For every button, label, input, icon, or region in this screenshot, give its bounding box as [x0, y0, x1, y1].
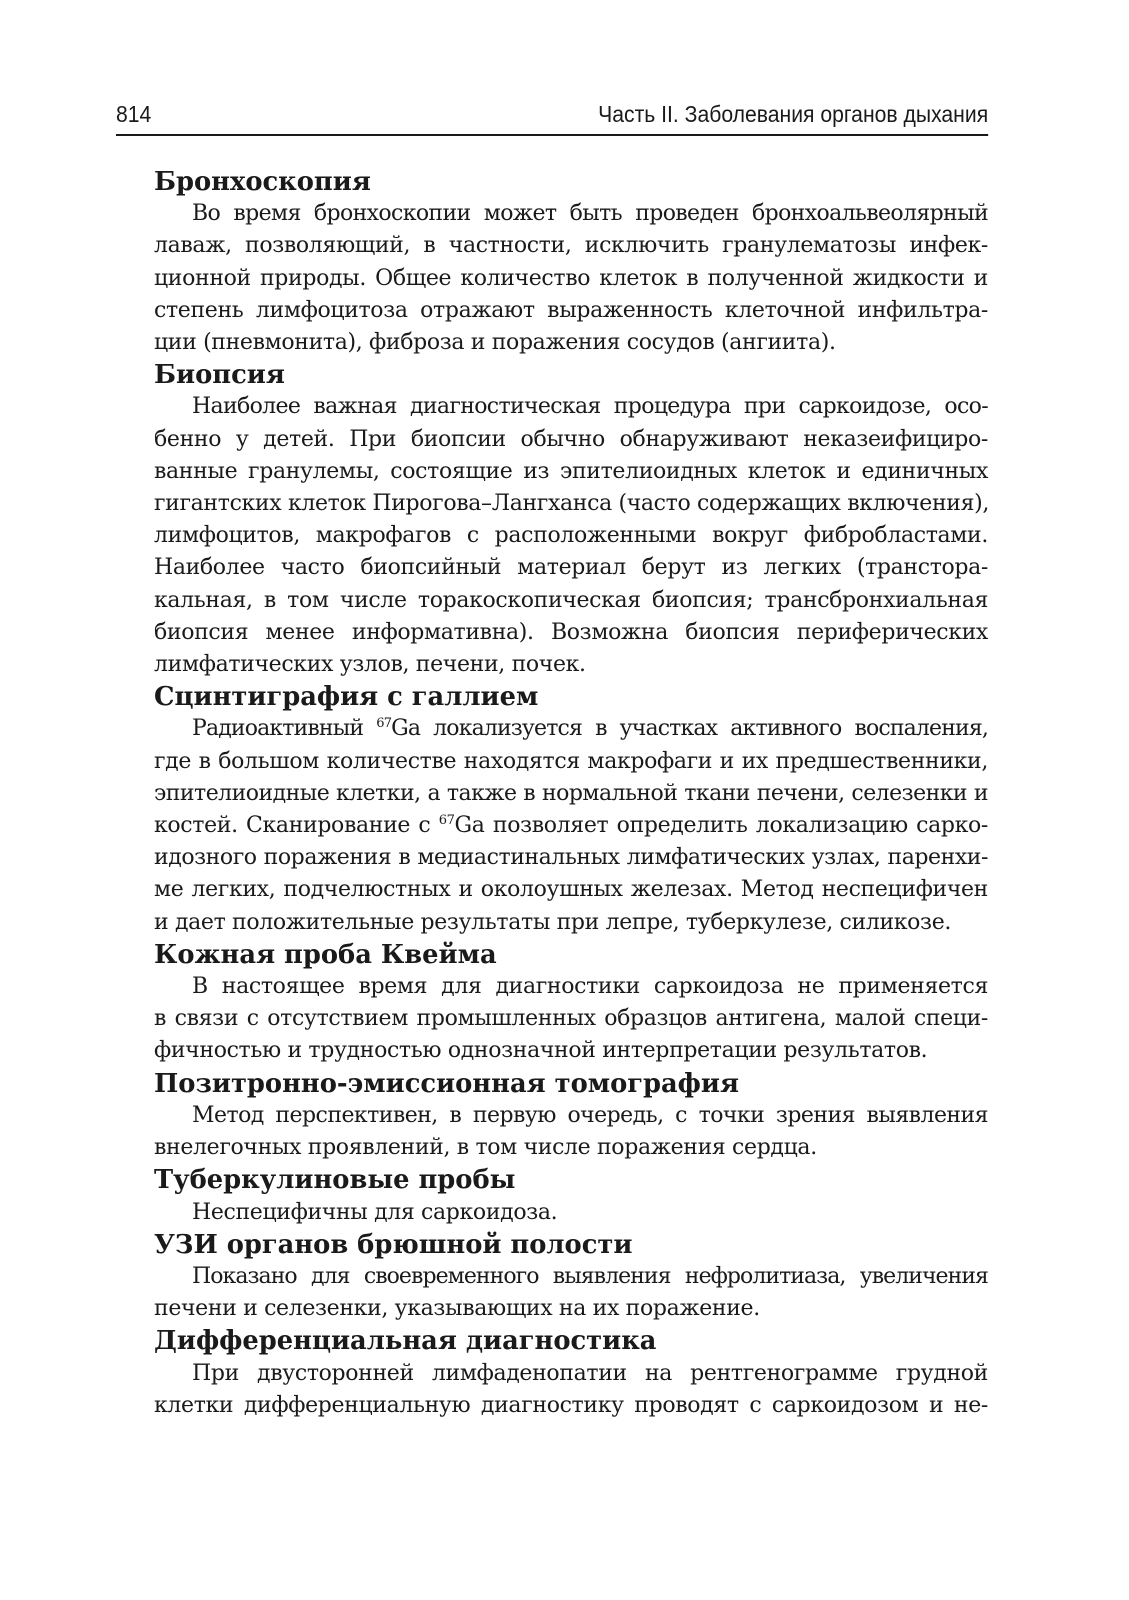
text-line: В настоящее время для диагностики саркоидоза не применяется	[192, 974, 988, 1000]
text-run: эпителиоидные клетки, а также в нормальной ткани печени, селезенки и	[154, 780, 988, 806]
section-title: УЗИ органов брюшной полости	[154, 1229, 633, 1260]
section-title: Туберкулиновые пробы	[154, 1165, 516, 1196]
text-line	[116, 907, 988, 939]
text-line: в связи с отсутствием промышленных образцов антигена, малой специ-	[154, 1006, 988, 1032]
running-head	[116, 100, 988, 136]
text-line: печени и селезенки, указывающих на их поражение.	[154, 1296, 760, 1322]
text-line: Неспецифичны для саркоидоза.	[192, 1199, 558, 1225]
text-run: Радиоактивный	[192, 716, 377, 742]
text-line: Наиболее важная диагностическая процедура при саркоидозе, осо-	[192, 394, 988, 420]
text-line: степень лимфоцитоза отражают выраженность клеточной инфильтра-	[154, 297, 988, 323]
text-line	[116, 778, 988, 810]
section-title: Дифференциальная диагностика	[154, 1326, 657, 1357]
text-line: бенно у детей. При биопсии обычно обнаруживают неказеифициро-	[154, 426, 988, 452]
section-title: Бронхоскопия	[154, 167, 371, 197]
section-title: Сцинтиграфия с галлием	[154, 682, 539, 713]
isotope-superscript: 67	[438, 813, 455, 829]
text-line: внелегочных проявлений, в том числе поражения сердца.	[154, 1135, 817, 1161]
text-line: клетки дифференциальную диагностику проводят с саркоидозом и не-	[154, 1392, 988, 1418]
running-title: Часть II. Заболевания органов дыхания	[598, 101, 989, 127]
text-line: Во время бронхоскопии может быть проведен бронхоальвеолярный	[192, 201, 988, 227]
text-line: При двусторонней лимфаденопатии на рентгенограмме грудной	[192, 1360, 988, 1386]
section-title: Биопсия	[154, 360, 285, 391]
text-line: фичностью и трудностью однозначной интерпретации результатов.	[154, 1038, 928, 1064]
section-title: Позитронно-эмиссионная томография	[154, 1068, 739, 1099]
text-line	[116, 874, 988, 906]
section-title: Кожная проба Квейма	[154, 939, 497, 970]
paragraph	[116, 1358, 988, 1422]
paragraph	[116, 1197, 988, 1229]
paragraph	[116, 1100, 988, 1164]
text-line	[116, 713, 988, 745]
text-line: Показано для своевременного выявления нефролитиаза, увеличения	[192, 1263, 988, 1289]
text-line	[116, 810, 988, 842]
text-line: лаваж, позволяющий, в частности, исключить гранулематозы инфек-	[154, 233, 988, 259]
text-line: лимфатических узлов, печени, почек.	[154, 652, 586, 678]
text-line: лимфоцитов, макрофагов с расположенными вокруг фибробластами.	[154, 523, 988, 549]
text-run: и дает положительные результаты при лепре, туберкулезе, силикозе.	[154, 909, 952, 935]
text-line: кальная, в том числе торакоскопическая биопсия; трансбронхиальная	[154, 587, 988, 613]
text-line	[116, 842, 988, 874]
text-run: Ga позволяет определить локализацию сарко-	[454, 813, 988, 839]
text-line: биопсия менее информативна). Возможна биопсия периферических	[154, 619, 988, 645]
text-line: Наиболее часто биопсийный материал берут из легких (трансторa-	[154, 555, 988, 581]
text-line: гигантских клеток Пирогова–Лангханса (часто содержащих включения),	[154, 491, 990, 517]
text-run: Ga локализуется в участках активного воспаления,	[391, 716, 988, 742]
text-line: ции (пневмонита), фиброза и поражения сосудов (ангиита).	[154, 330, 836, 356]
text-line: Метод перспективен, в первую очередь, с точки зрения выявления	[192, 1102, 988, 1128]
paragraph	[116, 1261, 988, 1325]
text-line	[116, 746, 988, 778]
page-number: 814	[116, 101, 152, 127]
isotope-superscript: 67	[376, 716, 392, 732]
paragraph	[116, 391, 988, 681]
text-run: ме легких, подчелюстных и околоушных железах. Метод неспецифичен	[154, 877, 988, 903]
text-line: ционной природы. Общее количество клеток в полученной жидкости и	[154, 265, 988, 291]
text-run: идозного поражения в медиастинальных лимфатических узлах, паренхи-	[154, 845, 988, 871]
paragraph	[116, 198, 988, 359]
text-run: где в большом количестве находятся макрофаги и их предшественники,	[154, 748, 988, 774]
text-line: ванные гранулемы, состоящие из эпителиоидных клеток и единичных	[154, 458, 988, 484]
page	[116, 100, 988, 1422]
paragraph	[116, 971, 988, 1068]
text-run: костей. Сканирование с	[154, 813, 439, 839]
article-body	[116, 166, 988, 1422]
paragraph	[116, 713, 988, 938]
